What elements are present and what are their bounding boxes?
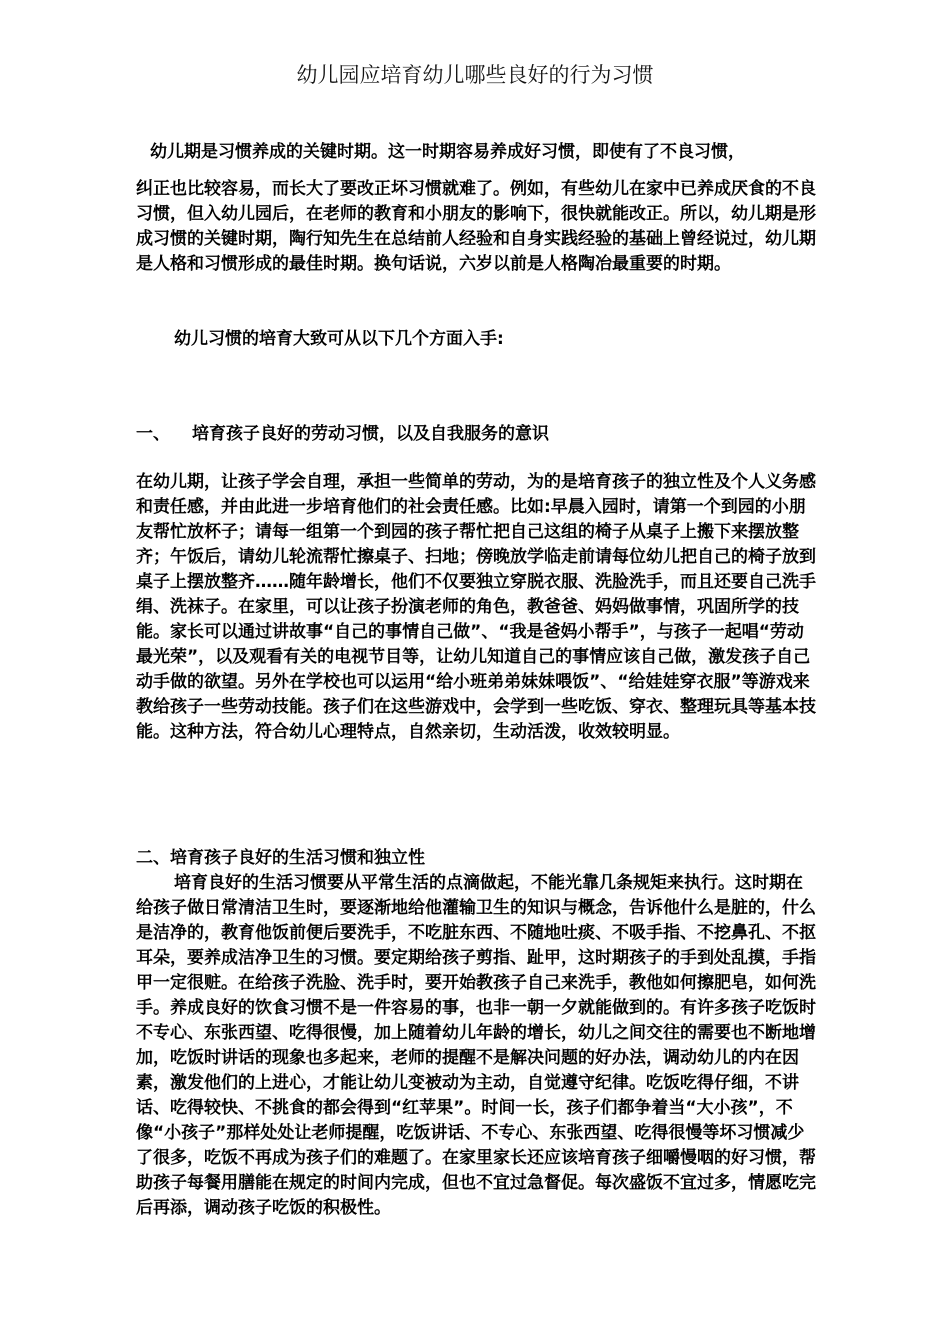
intro-paragraph: 纠正也比较容易，而长大了要改正坏习惯就难了。例如，有些幼儿在家中已养成厌食的不良习惯，但入幼儿园后，在老师的教育和小朋友的影响下，很快就能改正。所以，幼儿期是形成习惯的关键时期，陶行知先生在总结前人经验和自身实践经验的基础上曾经说过，幼儿期是人格和习惯形成的最佳时期。换句话说，六岁以前是人格陶冶最重要的时期。 <box>136 179 816 274</box>
section-2-heading: 二、培育孩子良好的生活习惯和独立性 <box>136 848 425 868</box>
section-1-body: 在幼儿期，让孩子学会自理，承担一些简单的劳动，为的是培育孩子的独立性及个人义务感和责任感，并由此进一步培育他们的社会责任感。比如:早晨入园时，请第一个到园的小朋友帮忙放杯子；请每一组第一个到园的孩子帮忙把自己这组的椅子从桌子上搬下来摆放整齐；午饭后，请幼儿轮流帮忙擦桌子、扫地；傍晚放学临走前请每位幼儿把自己的椅子放到桌子上摆放整齐……随年龄增长，他们不仅要独立穿脱衣服、洗脸洗手，而且还要自己洗手绢、洗袜子。在家里，可以让孩子扮演老师的角色，教爸爸、妈妈做事情，巩固所学的技能。家长可以通过讲故事“自己的事情自己做”、“我是爸妈小帮手”，与孩子一起唱“劳动最光荣”，以及观看有关的电视节目等，让幼儿知道自己的事情应该自己做，激发孩子自己动手做的欲望。另外在学校也可以运用“给小班弟弟妹妹喂饭”、“给娃娃穿衣服”等游戏来教给孩子一些劳动技能。孩子们在这些游戏中，会学到一些吃饭、穿衣、整理玩具等基本技能。这种方法，符合幼儿心理特点，自然亲切，生动活泼，收效较明显。 <box>136 472 816 742</box>
intro-paragraph-first-line: 幼儿期是习惯养成的关键时期。这一时期容易养成好习惯，即使有了不良习惯， <box>150 142 745 162</box>
section-2-body: 培育良好的生活习惯要从平常生活的点滴做起，不能光靠几条规矩来执行。这时期在给孩子做日常清洁卫生时，要逐渐地给他灌输卫生的知识与概念，告诉他什么是脏的，什么是洁净的，教育他饭前便后要洗手，不吃脏东西、不随地吐痰、不吸手指、不挖鼻孔、不抠耳朵，要养成洁净卫生的习惯。要定期给孩子剪指、趾甲，这时期孩子的手到处乱摸，手指甲一定很赃。在给孩子洗脸、洗手时，要开始教孩子自己来洗手，教他如何擦肥皂，如何洗手。养成良好的饮食习惯不是一件容易的事，也非一朝一夕就能做到的。有许多孩子吃饭时不专心、东张西望、吃得很慢，加上随着幼儿年龄的增长，幼儿之间交往的需要也不断地增加，吃饭时讲话的现象也多起来，老师的提醒不是解决问题的好办法，调动幼儿的内在因素，激发他们的上进心，才能让幼儿变被动为主动，自觉遵守纪律。吃饭吃得仔细，不讲话、吃得较快、不挑食的都会得到“红苹果”。时间一长，孩子们都争着当“大小孩”，不像“小孩子”那样处处让老师提醒，吃饭讲话、不专心、东张西望、吃得很慢等坏习惯减少了很多，吃饭不再成为孩子们的难题了。在家里家长还应该培育孩子细嚼慢咽的好习惯，帮助孩子每餐用膳能在规定的时间内完成，但也不宜过急督促。每次盛饭不宜过多，情愿吃完后再添，调动孩子吃饭的积极性。 <box>136 873 816 1218</box>
section-1-heading-text: 培育孩子良好的劳动习惯，以及自我服务的意识 <box>192 424 549 444</box>
section-1-heading <box>136 422 816 447</box>
document-title: 幼儿园应培育幼儿哪些良好的行为习惯 <box>296 63 654 87</box>
lead-paragraph: 幼儿习惯的培育大致可从以下几个方面入手: <box>174 329 504 349</box>
section-1-number: 一、 <box>136 424 170 444</box>
